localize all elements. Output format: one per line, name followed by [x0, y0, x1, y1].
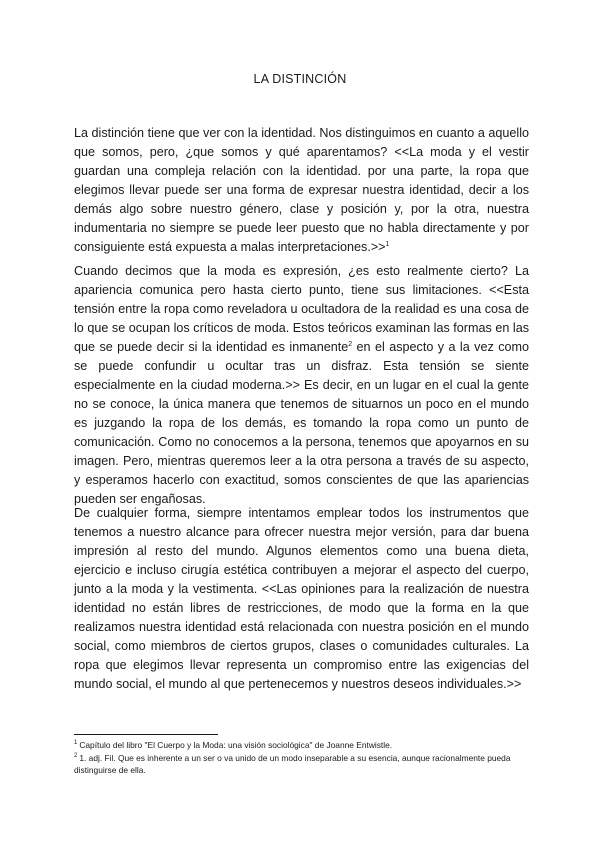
footnote-1-mark: 1 — [74, 740, 78, 747]
paragraph-2-text-after: en el aspecto y a la vez como se puede confundir u ocultar tras un disfraz. Esta tensión se siente especialmente en la ciudad moderna.>> Es decir, en un lugar en el cual la gente no se conoce, la única manera que tenemos de situarnos un poco en el mundo es juzgando la ropa de los demás, es tomando la ropa como un punto de comunicación. Como no conocemos a la persona, tenemos que apoyarnos en su imagen. Pero, mientras queremos leer a la otra persona a través de su aspecto, y esperamos hacerlo con exactitud, somos conscientes de que las apariencias pueden ser engañosas. — [74, 340, 529, 506]
paragraph-2-text-before: Cuando decimos que la moda es expresión, ¿es esto realmente cierto? La apariencia comunica pero hasta cierto punto, tiene sus limitaciones. <<Esta tensión entre la ropa como reveladora u ocultadora de la realidad es una cosa de lo que se ocupan los críticos de moda. Estos teóricos examinan las formas en las que se puede decir si la identidad es inmanente — [74, 264, 529, 354]
footnote-2-text: 1. adj. Fil. Que es inherente a un ser o va unido de un modo inseparable a su esencia, aunque racionalmente pueda distinguirse de ella. — [74, 752, 511, 775]
footnote-2 — [74, 752, 529, 777]
footnote-1 — [74, 739, 529, 752]
paragraph-1-text: La distinción tiene que ver con la identidad. Nos distinguimos en cuanto a aquello que somos, pero, ¿que somos y qué aparentamos? <<La moda y el vestir guardan una compleja relación con la identidad. por una parte, la ropa que elegimos llevar puede ser una forma de expresar nuestra identidad, decir a los demás algo sobre nuestro género, clase y posición y, por la otra, nuestra indumentaria no siempre se puede leer puesto que no habla directamente y por consiguiente está expuesta a malas interpretaciones.>> — [74, 126, 529, 254]
footnote-1-text: Capítulo del libro "El Cuerpo y la Moda: una visión sociológica" de Joanne Entwistle. — [79, 740, 393, 750]
footnote-2-mark: 2 — [74, 752, 78, 759]
footnote-divider — [74, 734, 218, 735]
footnotes — [74, 739, 529, 777]
page-title: LA DISTINCIÓN — [253, 72, 347, 86]
footnote-ref-2[interactable]: 2 — [348, 340, 353, 348]
paragraph-2 — [74, 262, 529, 509]
paragraph-3: De cualquier forma, siempre intentamos emplear todos los instrumentos que tenemos a nuestro alcance para ofrecer nuestra mejor versión, para dar buena impresión al resto del mundo. Algunos elementos como una buena dieta, ejercicio e incluso cirugía estética contribuyen a mejorar el aspecto del cuerpo, junto a la moda y la vestimenta. <<Las opiniones para la realización de nuestra identidad no están libres de restricciones, de modo que la forma en la que realizamos nuestra identidad está relacionada con nuestra posición en el mundo social, como miembros de ciertos grupos, clases o comunidades culturales. La ropa que elegimos llevar representa un compromiso entre las exigencias del mundo social, el mundo al que pertenecemos y nuestros deseos individuales.>> — [74, 506, 529, 691]
footnote-ref-1[interactable]: 1 — [385, 240, 390, 248]
paragraph-1 — [74, 124, 529, 257]
